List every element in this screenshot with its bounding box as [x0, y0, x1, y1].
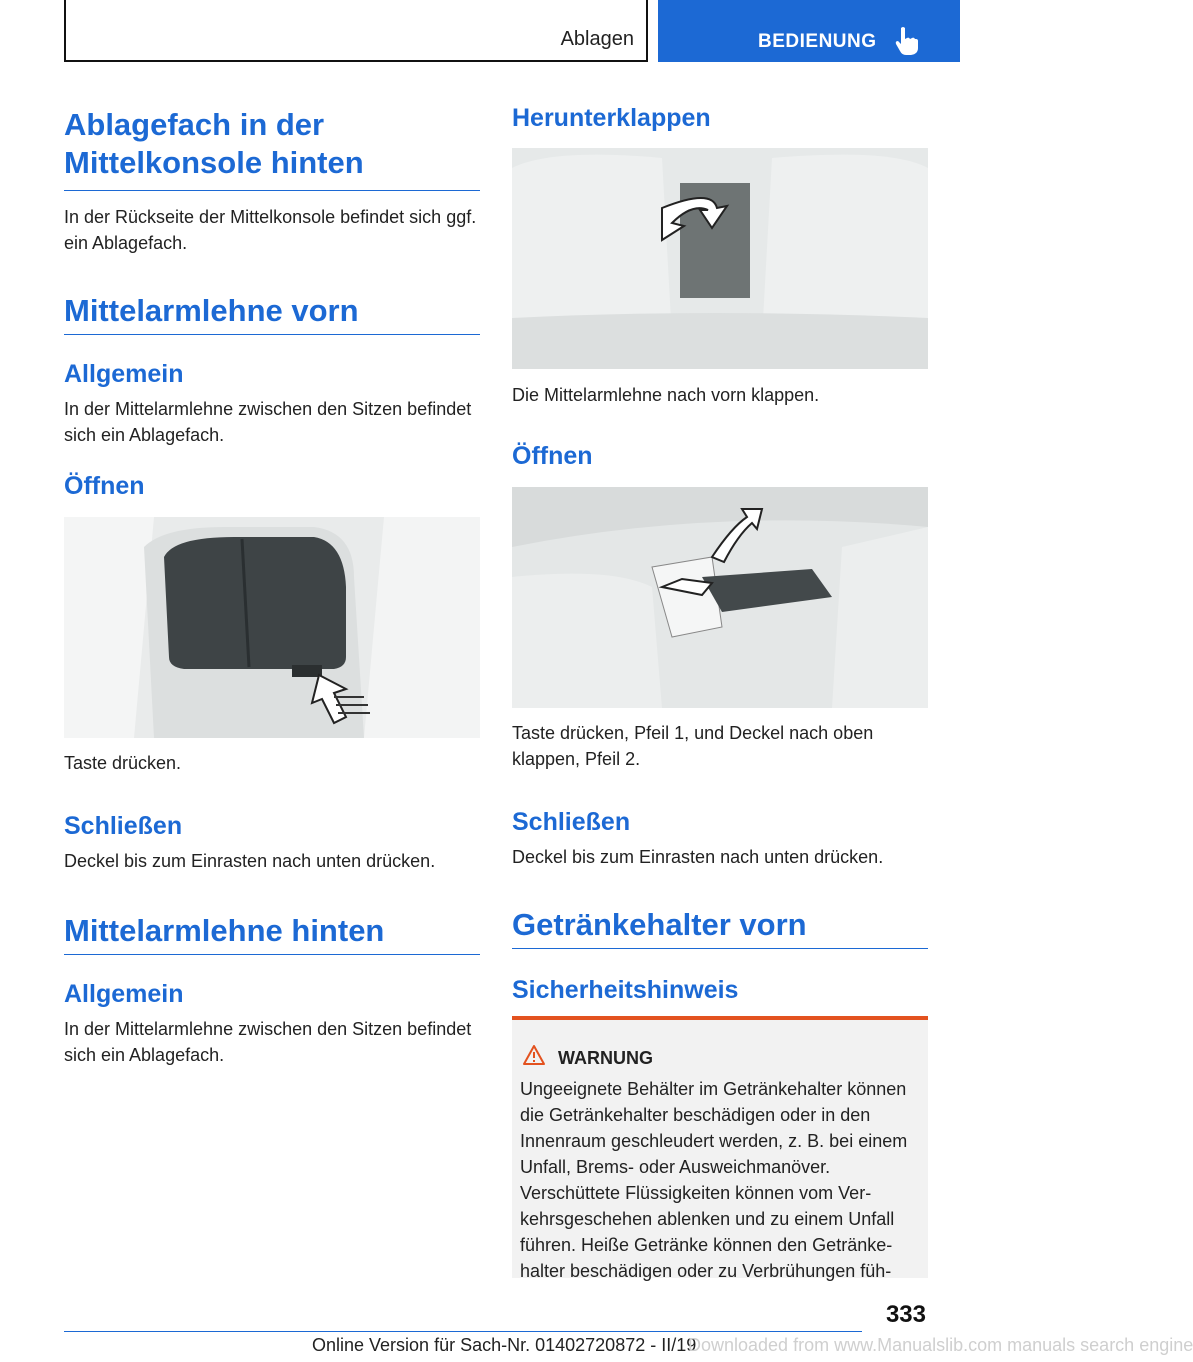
footer-divider	[64, 1331, 862, 1332]
front-open-caption: Taste drücken.	[64, 753, 182, 773]
rear-close-text: Deckel bis zum Einrasten nach unten drücken.	[512, 847, 884, 867]
rear-general-text: In der Mittelarmlehne zwischen den Sitzen befindet sich ein Ablagefach.	[64, 1019, 472, 1065]
page-number: 333	[885, 1301, 926, 1328]
rear-close-heading: Schließen	[512, 808, 631, 836]
footer-watermark: Downloaded from www.Manualslib.com manuals search engine	[688, 1335, 1193, 1355]
warning-triangle-icon	[522, 1044, 546, 1066]
fold-down-heading: Herunterklappen	[512, 104, 711, 132]
storage-text: In der Rückseite der Mittelkonsole befindet sich ggf. ein Ablagefach.	[64, 207, 477, 253]
front-close-text: Deckel bis zum Einrasten nach unten drücken.	[64, 851, 436, 871]
header-chapter-tab	[658, 0, 960, 62]
warning-box	[512, 1016, 928, 1281]
storage-heading: Ablagefach in der Mittelkonsole hinten	[64, 106, 480, 191]
front-general-text: In der Mittelarmlehne zwischen den Sitzen befindet sich ein Ablagefach.	[64, 399, 472, 445]
header-chapter-title: BEDIENUNG	[758, 31, 877, 52]
rear-armrest-open-illustration	[512, 487, 928, 708]
fold-down-caption: Die Mittelarmlehne nach vorn klappen.	[512, 385, 820, 405]
rear-open-caption: Taste drücken, Pfeil 1, und Deckel nach oben klappen, Pfeil 2.	[512, 723, 874, 769]
front-armrest-heading: Mittelarmlehne vorn	[64, 292, 480, 335]
front-close-heading: Schließen	[64, 812, 183, 840]
footer-online-version: Online Version für Sach-Nr. 01402720872 - II/19	[312, 1335, 697, 1355]
warning-title: WARNUNG	[558, 1048, 653, 1068]
header-section-tab	[64, 0, 648, 62]
warning-text: Ungeeignete Behälter im Getränkehalter können die Getränkehalter beschädigen oder in den Innenraum geschleudert werden, z. B. bei einem Unfall, Brems- oder Ausweichmanöver. Verschüttete Flüssigkeiten können vom Verkehrsgeschehen ablenken und zu einem Unfall führen. Heiße Getränke können den Getränkehalter beschädigen oder zu Verbrühungen füh-	[520, 1079, 908, 1281]
rear-armrest-heading: Mittelarmlehne hinten	[64, 912, 480, 955]
header-section-title: Ablagen	[560, 28, 634, 50]
rear-seat-fold-illustration	[512, 148, 928, 369]
cupholder-heading: Getränkehalter vorn	[512, 906, 928, 949]
safety-heading: Sicherheitshinweis	[512, 976, 739, 1004]
front-general-heading: Allgemein	[64, 360, 184, 388]
rear-general-heading: Allgemein	[64, 980, 184, 1008]
front-open-heading: Öffnen	[64, 472, 145, 500]
front-armrest-illustration	[64, 517, 480, 738]
pointing-hand-icon	[894, 26, 920, 56]
rear-open-heading: Öffnen	[512, 442, 593, 470]
